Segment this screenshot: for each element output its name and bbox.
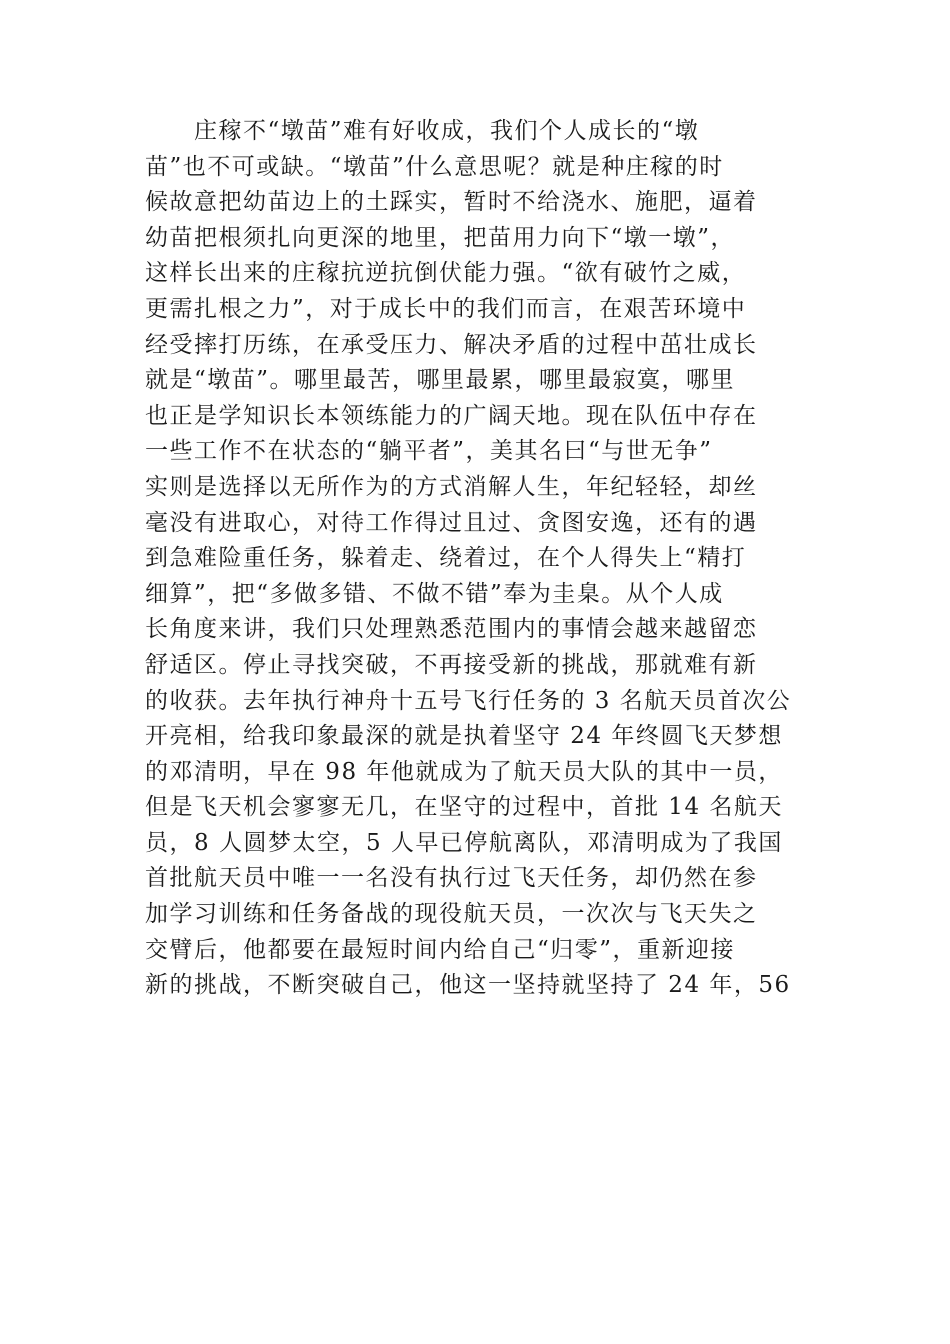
text-line: 也正是学知识长本领练能力的广阔天地。现在队伍中存在	[145, 402, 758, 429]
text-line: 舒适区。停止寻找突破，不再接受新的挑战，那就难有新	[145, 651, 758, 678]
text-line: 一些工作不在状态的“躺平者”，美其名曰“与世无争”	[145, 438, 713, 465]
text-line: 实则是选择以无所作为的方式消解人生，年纪轻轻，却丝	[145, 473, 758, 500]
text-line: 的邓清明，早在 98 年他就成为了航天员大队的其中一员，	[145, 758, 783, 785]
text-line: 长角度来讲，我们只处理熟悉范围内的事情会越来越留恋	[145, 616, 758, 643]
text-line: 开亮相，给我印象最深的就是执着坚守 24 年终圆飞天梦想	[145, 723, 783, 750]
text-line: 交臂后，他都要在最短时间内给自己“归零”，重新迎接	[145, 936, 736, 963]
text-line: 的收获。去年执行神舟十五号飞行任务的 3 名航天员首次公	[145, 687, 792, 714]
text-line: 到急难险重任务，躲着走、绕着过，在个人得失上“精打	[145, 545, 747, 572]
text-line: 细算”，把“多做多错、不做不错”奉为圭臬。从个人成	[145, 580, 724, 607]
text-line: 新的挑战，不断突破自己，他这一坚持就坚持了 24 年，56	[145, 972, 791, 999]
text-line: 苗”也不可或缺。“墩苗”什么意思呢？就是种庄稼的时	[145, 153, 724, 180]
text-line: 加学习训练和任务备战的现役航天员，一次次与飞天失之	[145, 901, 758, 928]
text-line: 员，8 人圆梦太空，5 人早已停航离队，邓清明成为了我国	[145, 829, 783, 856]
text-line: 候故意把幼苗边上的土踩实，暂时不给浇水、施肥，逼着	[145, 189, 758, 216]
body-paragraph	[145, 114, 810, 1004]
text-line: 幼苗把根须扎向更深的地里，把苗用力向下“墩一墩”，	[145, 224, 736, 251]
text-line: 更需扎根之力”，对于成长中的我们而言，在艰苦环境中	[145, 295, 747, 322]
text-line: 就是“墩苗”。哪里最苦，哪里最累，哪里最寂寞，哪里	[145, 367, 736, 394]
text-line: 庄稼不“墩苗”难有好收成，我们个人成长的“墩	[145, 118, 700, 144]
text-line: 毫没有进取心，对待工作得过且过、贪图安逸，还有的遇	[145, 509, 758, 536]
text-line: 这样长出来的庄稼抗逆抗倒伏能力强。“欲有破竹之威，	[145, 260, 747, 287]
text-line: 但是飞天机会寥寥无几，在坚守的过程中，首批 14 名航天	[145, 794, 783, 821]
text-line: 首批航天员中唯一一名没有执行过飞天任务，却仍然在参	[145, 865, 758, 892]
text-line: 经受摔打历练，在承受压力、解决矛盾的过程中茁壮成长	[145, 331, 758, 358]
